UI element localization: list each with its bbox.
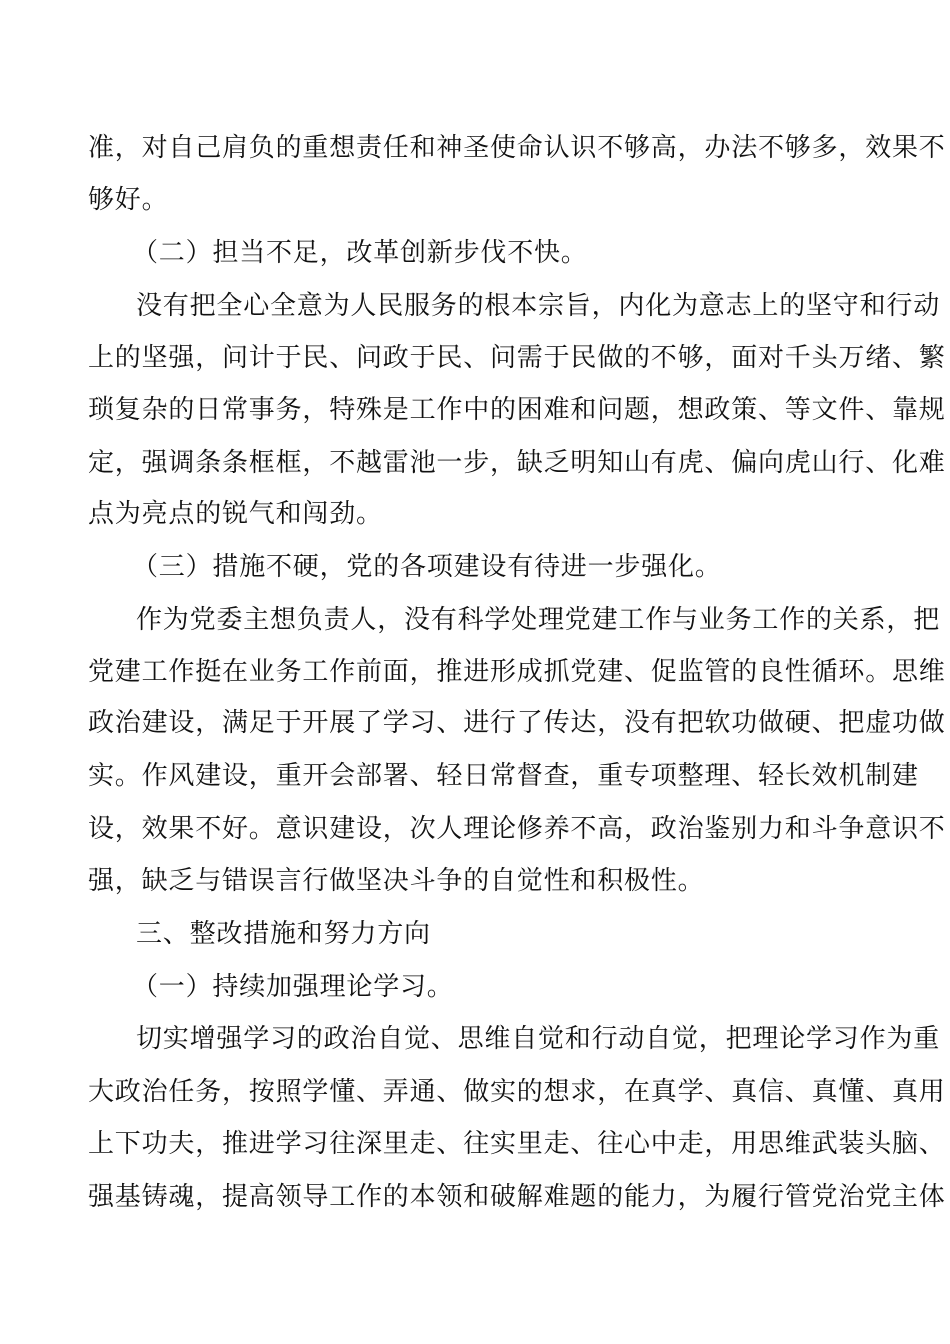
paragraph-first-line: 切实增强学习的政治自觉、思维自觉和行动自觉，把理论学习作为重 (136, 1024, 941, 1054)
text-line: 够好。 (88, 185, 169, 215)
text-line: 大政治任务，按照学懂、弄通、做实的想求，在真学、真信、真懂、真用 (88, 1077, 946, 1107)
text-line: 强，缺乏与错误言行做坚决斗争的自觉性和积极性。 (88, 866, 705, 896)
text-line: 上下功夫，推进学习往深里走、往实里走、往心中走，用思维武装头脑、 (88, 1129, 946, 1159)
paragraph-first-line: 没有把全心全意为人民服务的根本宗旨，内化为意志上的坚守和行动 (136, 291, 941, 321)
text-line: 强基铸魂，提高领导工作的本领和破解难题的能力，为履行管党治党主体 (88, 1182, 946, 1212)
subheading: （二）担当不足，改革创新步伐不快。 (132, 238, 588, 268)
text-line: 点为亮点的锐气和闯劲。 (88, 499, 383, 529)
paragraph-first-line: 作为党委主想负责人，没有科学处理党建工作与业务工作的关系，把 (136, 605, 941, 635)
text-line: 设，效果不好。意识建设，次人理论修养不高，政治鉴别力和斗争意识不 (88, 814, 946, 844)
subheading: （三）措施不硬，党的各项建设有待进一步强化。 (132, 552, 722, 582)
text-line: 定，强调条条框框，不越雷池一步，缺乏明知山有虎、偏向虎山行、化难 (88, 448, 946, 478)
text-line: 上的坚强，问计于民、问政于民、问需于民做的不够，面对千头万绪、繁 (88, 343, 946, 373)
text-line: 琐复杂的日常事务，特殊是工作中的困难和问题，想政策、等文件、靠规 (88, 395, 946, 425)
subheading: （一）持续加强理论学习。 (132, 972, 454, 1002)
text-line: 党建工作挺在业务工作前面，推进形成抓党建、促监管的良性循环。思维 (88, 657, 946, 687)
text-line: 准，对自己肩负的重想责任和神圣使命认识不够高，办法不够多，效果不 (88, 133, 946, 163)
text-line: 政治建设，满足于开展了学习、进行了传达，没有把软功做硬、把虚功做 (88, 708, 946, 738)
text-line: 实。作风建设，重开会部署、轻日常督查，重专项整理、轻长效机制建 (88, 761, 919, 791)
section-heading: 三、整改措施和努力方向 (136, 919, 431, 949)
